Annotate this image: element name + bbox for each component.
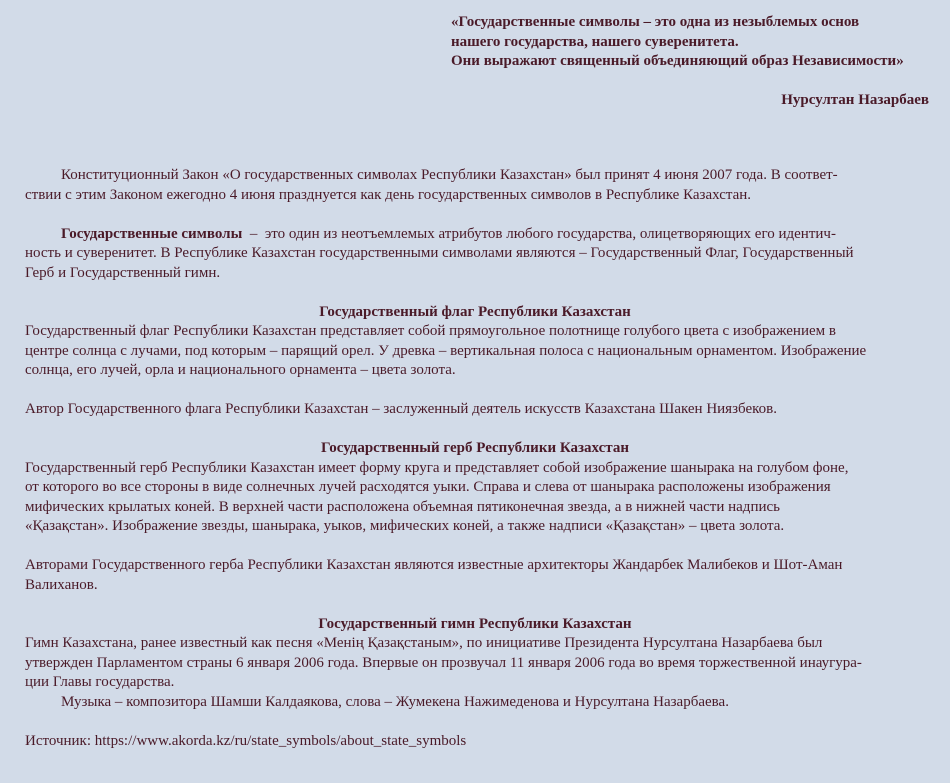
emblem-authors-line-2: Валиханов. <box>25 576 98 593</box>
anthem-line-2: утвержден Парламентом страны 6 января 2006 года. Впервые он прозвучал 11 января 2006 года во время торжественной инаугура- <box>25 654 862 671</box>
emblem-authors-line-1: Авторами Государственного герба Республики Казахстан являются известные архитекторы Жандарбек Малибеков и Шот-Аман <box>25 557 843 573</box>
intro-paragraph <box>25 166 925 205</box>
intro-line-2: ствии с этим Законом ежегодно 4 июня празднуется как день государственных символов в Республике Казахстан. <box>25 186 752 203</box>
emblem-heading: Государственный герб Республики Казахстан <box>321 440 629 456</box>
symbols-line-1-rest: – это один из неотъемлемых атрибутов любого государства, олицетворяющих его идентич- <box>242 225 836 242</box>
symbols-paragraph <box>25 225 925 284</box>
quote-author: Нурсултан Назарбаев <box>781 91 929 108</box>
anthem-music-line: Музыка – композитора Шамши Калдаякова, слова – Жумекена Нажимеденова и Нурсултана Назарбаева. <box>61 693 729 710</box>
emblem-section <box>25 439 925 595</box>
anthem-line-3: ции Главы государства. <box>25 674 175 690</box>
anthem-section <box>25 615 925 713</box>
intro-line-1: Конституционный Закон «О государственных символах Республики Казахстан» был принят 4 июня 2007 года. В соответ- <box>61 167 838 183</box>
flag-line-1: Государственный флаг Республики Казахстан представляет собой прямоугольное полотнище голубого цвета с изображением в <box>25 323 836 339</box>
emblem-line-2: от которого во все стороны в виде солнечных лучей расходятся уыки. Справа и слева от шанырака расположены изображения <box>25 479 831 495</box>
emblem-line-3: мифических крылатых коней. В верхней части расположена объемная пятиконечная звезда, а в нижней части надпись <box>25 498 780 515</box>
epigraph-quote <box>451 13 943 110</box>
quote-line-2: нашего государства, нашего суверенитета. <box>451 33 739 50</box>
symbols-term: Государственные символы <box>61 225 243 242</box>
symbols-line-1 <box>25 225 925 245</box>
flag-section <box>25 303 925 420</box>
flag-heading: Государственный флаг Республики Казахстан <box>319 303 631 320</box>
source-line: Источник: https://www.akorda.kz/ru/state_symbols/about_state_symbols <box>25 732 467 749</box>
quote-line-3: Они выражают священный объединяющий образ Независимости» <box>451 53 904 69</box>
anthem-line-1: Гимн Казахстана, ранее известный как песня «Менің Қазақстаным», по инициативе Президента Нурсултана Назарбаева был <box>25 635 823 651</box>
symbols-line-2: ность и суверенитет. В Республике Казахстан государственными символами являются – Государственный Флаг, Государственный <box>25 245 854 261</box>
flag-line-3: солнца, его лучей, орла и национального орнамента – цвета золота. <box>25 362 456 378</box>
flag-line-2: центре солнца с лучами, под которым – парящий орел. У древка – вертикальная полоса с национальным орнаментом. Изображение <box>25 342 867 359</box>
quote-line-1: «Государственные символы – это одна из незыблемых основ <box>451 14 860 30</box>
anthem-heading: Государственный гимн Республики Казахстан <box>318 615 632 632</box>
document-body <box>25 166 925 751</box>
symbols-line-3: Герб и Государственный гимн. <box>25 264 221 281</box>
emblem-line-4: «Қазақстан». Изображение звезды, шанырака, уыков, мифических коней, а также надписи «Қазақстан» – цвета золота. <box>25 518 785 534</box>
flag-author-line: Автор Государственного флага Республики Казахстан – заслуженный деятель искусств Казахстана Шакен Ниязбеков. <box>25 401 777 417</box>
emblem-line-1: Государственный герб Республики Казахстан имеет форму круга и представляет собой изображение шанырака на голубом фоне, <box>25 459 849 476</box>
